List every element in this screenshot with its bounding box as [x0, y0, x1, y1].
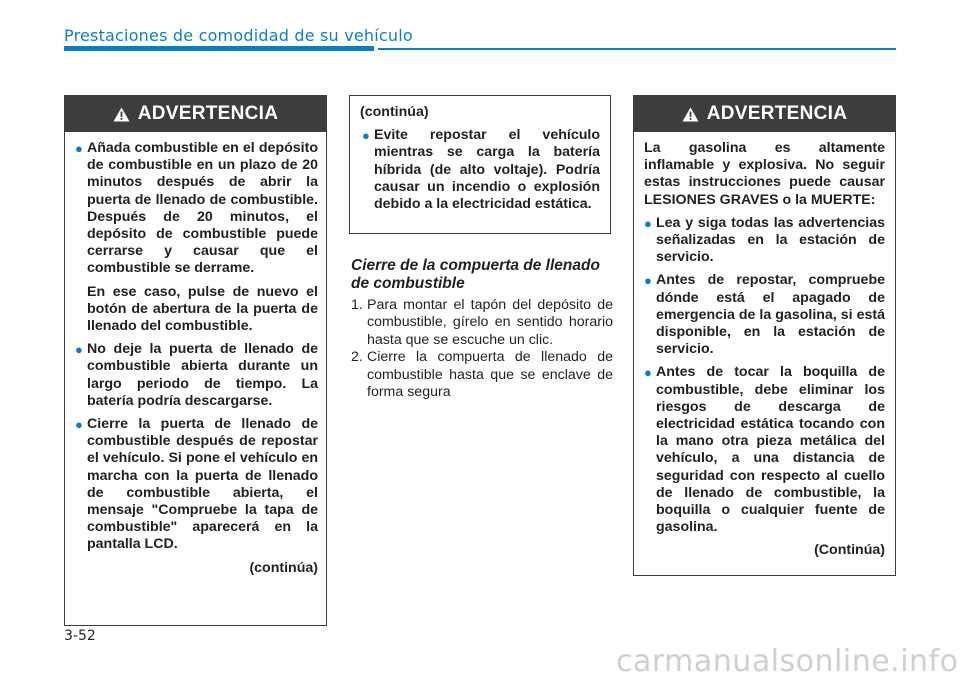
header-rule-thin [378, 48, 896, 50]
warning-bullet [644, 272, 885, 358]
continues-label: (Continúa) [814, 542, 885, 559]
warning-bullet-text: Añada combustible en el depósito de combustible en un plazo de 20 minutos después de abrir la puerta de llenado de combustible. Después de 20 minutos, el depósito de combustible puede cerrarse y causar que el combustible se derrame. [87, 140, 318, 277]
warning-box-body [634, 132, 895, 566]
warning-intro: La gasolina es altamente inflamable y explosiva. No seguir estas instrucciones puede causar LESIONES GRAVES o la MUERTE: [644, 140, 885, 208]
watermark-text: carmanualsonline.info [616, 644, 959, 679]
header-rule-thick [64, 46, 374, 51]
warning-bullet [644, 214, 885, 267]
warning-triangle-icon [113, 107, 130, 122]
bullet-dot-icon: ● [75, 141, 83, 156]
warning-box-header [634, 96, 895, 132]
warning-box-title: ADVERTENCIA [706, 103, 848, 124]
warning-box-title: ADVERTENCIA [137, 103, 279, 124]
warning-box-header [65, 96, 326, 132]
step-item [351, 349, 613, 401]
warning-bullet-text: Antes de repostar, compruebe dónde está el apagado de emergencia de la gasolina, si está disponible, en la estación de servicio. [656, 272, 885, 358]
warning-bullet-continuation: En ese caso, pulse de nuevo el botón de abertura de la puerta de llenado del combustible. [87, 283, 318, 335]
step-number: 2. [351, 349, 363, 366]
warning-bullet [362, 127, 600, 213]
warning-bullet-text: No deje la puerta de llenado de combustible abierta durante un largo periodo de tiempo. La batería podría descargarse. [87, 341, 318, 409]
warning-bullet-text: Cierre la puerta de llenado de combustible después de repostar el vehículo. Si pone el vehículo en marcha con la puerta de llenado de combustible abierta, el mensaje "Compruebe la tapa de combustible" aparecerá en la pantalla LCD. [87, 416, 318, 553]
warning-box-right [633, 95, 896, 576]
bullet-dot-icon: ● [644, 273, 652, 289]
bullet-dot-icon: ● [75, 417, 83, 433]
continues-label: (continúa) [249, 559, 318, 576]
bullet-dot-icon: ● [644, 215, 652, 231]
section-heading: Cierre de la compuerta de llenado de combustible [351, 257, 600, 292]
step-number: 1. [351, 297, 363, 313]
page-number: 3-52 [64, 628, 96, 644]
step-text: Cierre la compuerta de llenado de combustible hasta que se enclave de forma segura [367, 349, 613, 401]
warning-bullet [75, 341, 318, 410]
steps-list [351, 297, 613, 401]
warning-bullet [75, 140, 318, 278]
warning-bullet-text: Antes de tocar la boquilla de combustible, debe eliminar los riesgos de descarga de electricidad estática tocando con la mano otra pieza metálica del vehículo, a una distancia de seguridad con respecto al cuello de llenado de combustible, la boquilla o cualquier fuente de gasolina. [656, 364, 885, 536]
warning-box-continued [349, 95, 611, 234]
warning-bullet [75, 416, 318, 554]
step-text: Para montar el tapón del depósito de combustible, gírelo en sentido horario hasta que se escuche un clic. [367, 297, 613, 348]
warning-box-body [65, 132, 326, 583]
warning-bullet [644, 364, 885, 536]
warning-bullet-text: Lea y siga todas las advertencias señalizadas en la estación de servicio. [656, 214, 885, 266]
bullet-dot-icon: ● [75, 342, 83, 358]
warning-bullet-text: Evite repostar el vehículo mientras se carga la batería híbrida (de alto voltaje). Podría causar un incendio o explosión debido a la electricidad estática. [374, 127, 600, 213]
bullet-dot-icon: ● [644, 365, 652, 381]
warning-box-body [350, 96, 610, 225]
continued-label: (continúa) [360, 104, 429, 120]
warning-box-left [64, 95, 327, 626]
section-header-title: Prestaciones de comodidad de su vehículo [64, 26, 413, 45]
warning-triangle-icon [682, 107, 699, 122]
step-item [351, 297, 613, 349]
bullet-dot-icon: ● [362, 128, 370, 144]
